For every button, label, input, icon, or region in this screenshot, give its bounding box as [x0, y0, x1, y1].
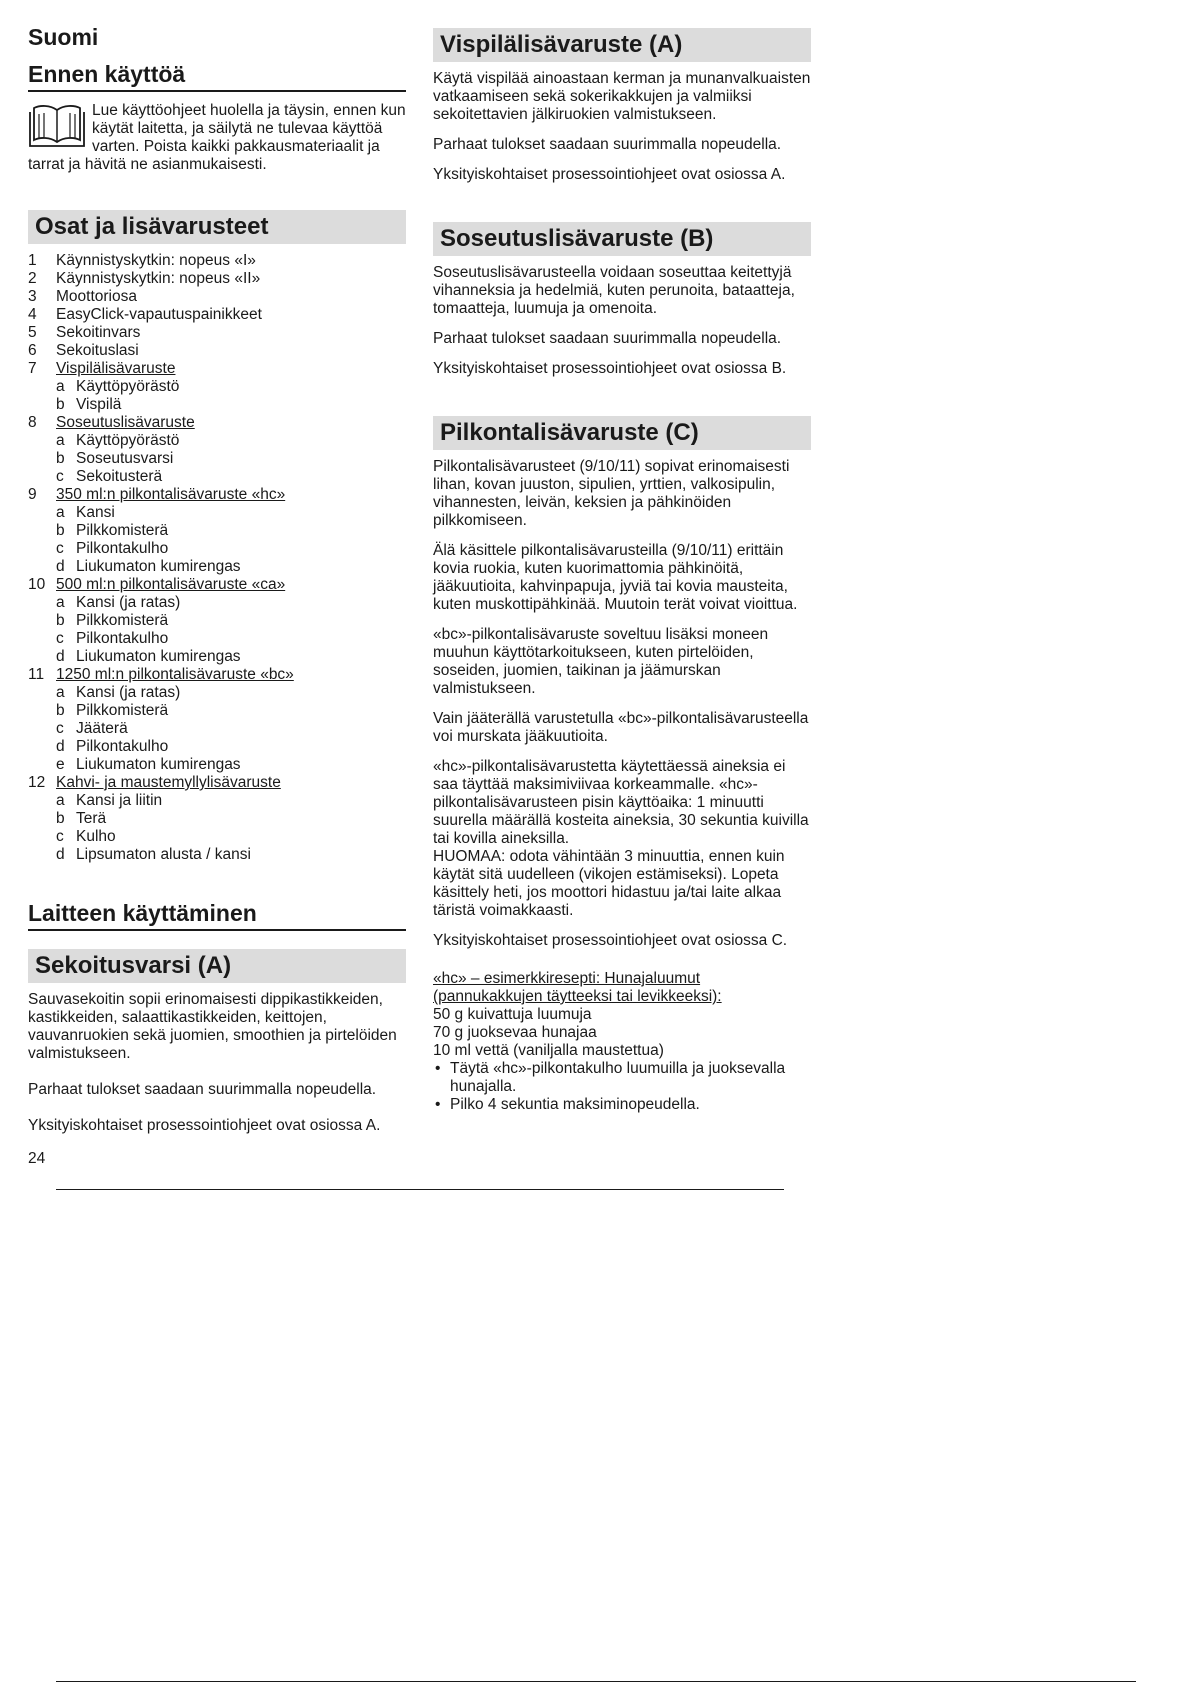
part-number: 6: [28, 342, 37, 359]
part-number: 12: [28, 774, 46, 791]
part-subitem: [28, 648, 406, 666]
part-subitem: [28, 630, 406, 648]
part-item: [28, 252, 406, 270]
part-subitem-label: Pilkontakulho: [76, 738, 169, 755]
part-subitem-letter: b: [56, 450, 65, 467]
part-subitem-label: Pilkontakulho: [76, 630, 169, 647]
part-subitem-label: Pilkkomisterä: [76, 612, 169, 629]
part-subitem-letter: c: [56, 540, 64, 557]
divider-line: [56, 1189, 784, 1190]
part-item: [28, 666, 406, 684]
part-subitem: [28, 504, 406, 522]
chopper-p5a: «hc»-pilkontalisävarustetta käytettäessä aineksia ei saa täyttää maksimiviivaa korkeammalle. «hc»-pilkontalisävarusteen pisin käyttöaika: 1 minuutti suurella määrällä kosteita aineksia, 30 sekuntia kuivilla tai kovilla aineksilla.: [433, 758, 809, 847]
part-label: 1250 ml:n pilkontalisävaruste «bc»: [56, 666, 294, 683]
bottom-divider-line: [56, 1681, 1136, 1682]
part-label: Käynnistyskytkin: nopeus «II»: [56, 270, 261, 287]
part-subitem: [28, 756, 406, 774]
left-column: [28, 20, 406, 1147]
part-subitem: [28, 702, 406, 720]
part-label: Kahvi- ja maustemyllylisävaruste: [56, 774, 281, 791]
whisk-heading: Vispilälisävaruste (A): [433, 28, 811, 62]
chopper-heading: Pilkontalisävaruste (C): [433, 416, 811, 450]
part-subitem: [28, 558, 406, 576]
part-subitem-label: Pilkkomisterä: [76, 522, 169, 539]
part-number: 8: [28, 414, 37, 431]
part-subitem-letter: a: [56, 378, 65, 395]
chopper-p2: Älä käsittele pilkontalisävarusteilla (9/10/11) erittäin kovia ruokia, kuten kuorimattomia pähkinöitä, jääkuutioita, kahvinpapuja, jyviä tai kovia mausteita, kuten muskottipähkinää. Muutoin terät voivat vioittua.: [433, 542, 798, 613]
part-subitem: [28, 594, 406, 612]
part-subitem-letter: b: [56, 612, 65, 629]
part-number: 3: [28, 288, 37, 305]
part-subitem-label: Soseutusvarsi: [76, 450, 174, 467]
part-subitem-label: Terä: [76, 810, 107, 827]
using-heading: Laitteen käyttäminen: [28, 900, 406, 931]
part-subitem-label: Liukumaton kumirengas: [76, 756, 241, 773]
right-column: [433, 20, 811, 1114]
recipe-ingredient: 10 ml vettä (vaniljalla maustettua): [433, 1042, 664, 1059]
part-subitem: [28, 612, 406, 630]
part-subitem-letter: d: [56, 846, 65, 863]
part-subitem: [28, 540, 406, 558]
blender-shaft-heading: Sekoitusvarsi (A): [28, 949, 406, 983]
chopper-p6: Yksityiskohtaiset prosessointiohjeet ovat osiossa C.: [433, 932, 788, 949]
part-label: 500 ml:n pilkontalisävaruste «ca»: [56, 576, 286, 593]
part-subitem: [28, 378, 406, 396]
recipe-ingredient: 50 g kuivattuja luumuja: [433, 1006, 592, 1023]
part-subitem-label: Kansi (ja ratas): [76, 684, 181, 701]
parts-list: [28, 252, 406, 864]
part-subitem: [28, 846, 406, 864]
chopper-p4: Vain jääterällä varustetulla «bc»-pilkontalisävarusteella voi murskata jääkuutioita.: [433, 710, 809, 745]
language-label: Suomi: [28, 24, 99, 50]
masher-p1: Soseutuslisävarusteella voidaan soseuttaa keitettyjä vihanneksia ja hedelmiä, kuten perunoita, bataatteja, tomaatteja, luumuja ja omenoita.: [433, 264, 795, 317]
chopper-p5b: HUOMAA: odota vähintään 3 minuuttia, ennen kuin käytät sitä uudelleen (vikojen estämiseksi). Lopeta käsittely heti, jos moottori hidastuu ja/tai laite alkaa täristä voimakkaasti.: [433, 848, 785, 919]
part-item: [28, 576, 406, 594]
part-label: Moottoriosa: [56, 288, 137, 305]
part-number: 1: [28, 252, 37, 269]
part-item: [28, 486, 406, 504]
part-subitem-letter: a: [56, 594, 65, 611]
part-subitem-label: Kansi: [76, 504, 115, 521]
part-label: Vispilälisävaruste: [56, 360, 176, 377]
part-label: Käynnistyskytkin: nopeus «I»: [56, 252, 256, 269]
part-subitem-letter: a: [56, 792, 65, 809]
part-number: 9: [28, 486, 37, 503]
part-subitem-letter: d: [56, 558, 65, 575]
part-subitem: [28, 828, 406, 846]
part-subitem-letter: a: [56, 504, 65, 521]
part-subitem-label: Liukumaton kumirengas: [76, 648, 241, 665]
part-item: [28, 306, 406, 324]
part-item: [28, 342, 406, 360]
part-item: [28, 774, 406, 792]
part-subitem-letter: b: [56, 396, 65, 413]
part-subitem: [28, 738, 406, 756]
part-subitem: [28, 810, 406, 828]
part-subitem-label: Pilkontakulho: [76, 540, 169, 557]
open-book-icon: [28, 102, 86, 148]
part-subitem: [28, 522, 406, 540]
part-subitem: [28, 720, 406, 738]
masher-p3: Yksityiskohtaiset prosessointiohjeet ovat osiossa B.: [433, 360, 787, 377]
part-label: Soseutuslisävaruste: [56, 414, 195, 431]
part-label: Sekoituslasi: [56, 342, 139, 359]
part-subitem: [28, 792, 406, 810]
blender-shaft-p2: Parhaat tulokset saadaan suurimmalla nopeudella.: [28, 1081, 377, 1098]
blender-shaft-p3: Yksityiskohtaiset prosessointiohjeet ovat osiossa A.: [28, 1117, 381, 1134]
recipe-steps: [433, 1060, 811, 1114]
part-subitem-letter: b: [56, 522, 65, 539]
part-subitem: [28, 450, 406, 468]
part-subitem-letter: e: [56, 756, 65, 773]
before-use-text: Lue käyttöohjeet huolella ja täysin, ennen kun käytät laitetta, ja säilytä ne tulevaa käyttöä varten. Poista kaikki pakkausmateriaalit ja tarrat ja hävitä ne asianmukaisesti.: [28, 102, 406, 173]
part-subitem-label: Kansi ja liitin: [76, 792, 163, 809]
part-number: 11: [28, 666, 45, 683]
part-subitem-label: Jääterä: [76, 720, 128, 737]
blender-shaft-p1: Sauvasekoitin sopii erinomaisesti dippikastikkeiden, kastikkeiden, salaattikastikkeiden, keittojen, vauvanruokien sekä juomien, smoothien ja pirtelöiden valmistukseen.: [28, 991, 397, 1062]
part-subitem-letter: a: [56, 684, 65, 701]
part-subitem: [28, 396, 406, 414]
masher-heading: Soseutuslisävaruste (B): [433, 222, 811, 256]
part-subitem-letter: d: [56, 648, 65, 665]
chopper-p3: «bc»-pilkontalisävaruste soveltuu lisäksi moneen muuhun käyttötarkoitukseen, kuten pirtelöiden, soseiden, juomien, taikinan ja jäämurskan valmistukseen.: [433, 626, 769, 697]
whisk-p2: Parhaat tulokset saadaan suurimmalla nopeudella.: [433, 136, 782, 153]
page-number: 24: [28, 1150, 46, 1167]
recipe-step: • Pilko 4 sekuntia maksiminopeudella.: [433, 1096, 811, 1114]
part-subitem: [28, 432, 406, 450]
part-subitem: [28, 468, 406, 486]
parts-heading: Osat ja lisävarusteet: [28, 210, 406, 244]
masher-p2: Parhaat tulokset saadaan suurimmalla nopeudella.: [433, 330, 782, 347]
part-subitem-label: Kansi (ja ratas): [76, 594, 181, 611]
part-subitem-letter: c: [56, 720, 64, 737]
part-item: [28, 360, 406, 378]
recipe-ingredient: 70 g juoksevaa hunajaa: [433, 1024, 597, 1041]
before-use-heading: Ennen käyttöä: [28, 61, 406, 92]
part-subitem-label: Käyttöpyörästö: [76, 432, 180, 449]
recipe-title-line2: (pannukakkujen täytteeksi tai levikkeeksi):: [433, 988, 722, 1005]
part-label: Sekoitinvars: [56, 324, 141, 341]
before-use-section: [28, 102, 406, 174]
part-subitem-label: Pilkkomisterä: [76, 702, 169, 719]
part-number: 5: [28, 324, 37, 341]
whisk-p3: Yksityiskohtaiset prosessointiohjeet ovat osiossa A.: [433, 166, 786, 183]
part-number: 10: [28, 576, 46, 593]
part-subitem-label: Lipsumaton alusta / kansi: [76, 846, 251, 863]
chopper-p1: Pilkontalisävarusteet (9/10/11) sopivat erinomaisesti lihan, kovan juuston, sipulien, yrttien, valkosipulin, vihannesten, leivän, keksien ja pähkinöiden pilkkomiseen.: [433, 458, 790, 529]
part-subitem: [28, 684, 406, 702]
recipe-title-line1: «hc» – esimerkkiresepti: Hunajaluumut: [433, 970, 701, 987]
part-label: EasyClick-vapautuspainikkeet: [56, 306, 262, 323]
part-number: 4: [28, 306, 37, 323]
part-label: 350 ml:n pilkontalisävaruste «hc»: [56, 486, 286, 503]
part-subitem-letter: b: [56, 810, 65, 827]
part-subitem-letter: a: [56, 432, 65, 449]
part-number: 2: [28, 270, 37, 287]
part-item: [28, 324, 406, 342]
part-subitem-label: Käyttöpyörästö: [76, 378, 180, 395]
part-item: [28, 270, 406, 288]
part-number: 7: [28, 360, 37, 377]
part-subitem-label: Kulho: [76, 828, 116, 845]
part-subitem-letter: d: [56, 738, 65, 755]
part-subitem-letter: b: [56, 702, 65, 719]
whisk-p1: Käytä vispilää ainoastaan kerman ja munanvalkuaisten vatkaamiseen sekä sokerikakkujen ja valmiiksi sekoitettavien jälkiruokien valmistukseen.: [433, 70, 811, 123]
part-item: [28, 288, 406, 306]
part-subitem-label: Sekoitusterä: [76, 468, 163, 485]
part-subitem-letter: c: [56, 468, 64, 485]
part-subitem-letter: c: [56, 828, 64, 845]
part-subitem-label: Vispilä: [76, 396, 122, 413]
recipe-step: • Täytä «hc»-pilkontakulho luumuilla ja juoksevalla hunajalla.: [433, 1060, 811, 1096]
part-item: [28, 414, 406, 432]
part-subitem-label: Liukumaton kumirengas: [76, 558, 241, 575]
part-subitem-letter: c: [56, 630, 64, 647]
recipe: [433, 970, 811, 1114]
